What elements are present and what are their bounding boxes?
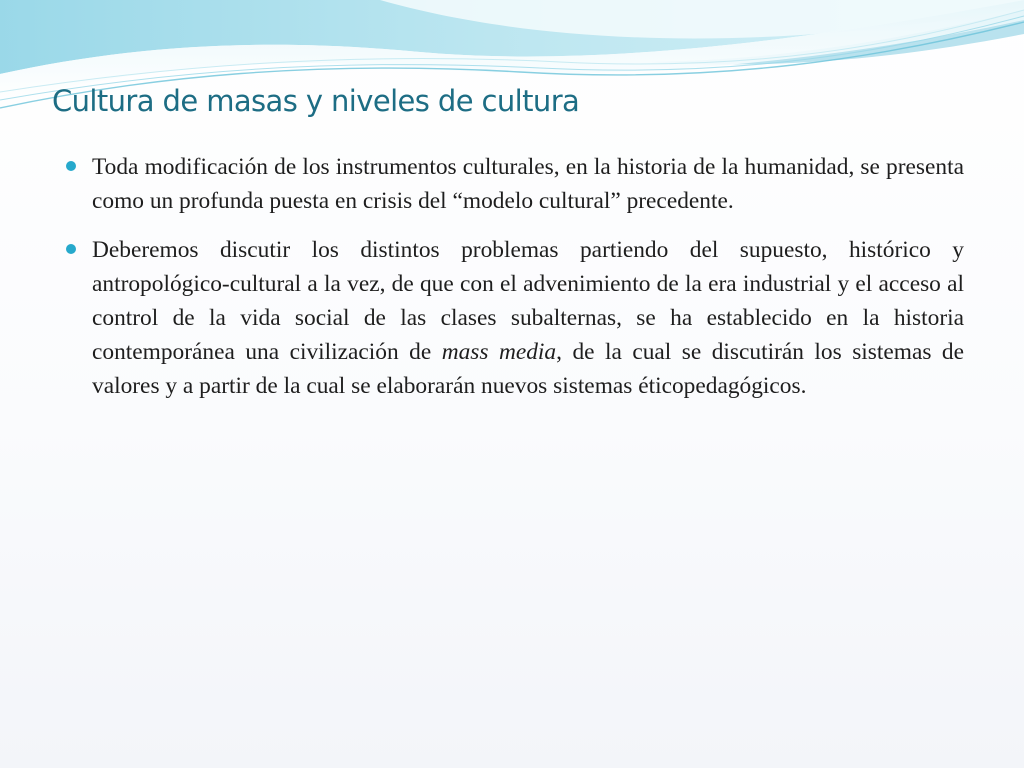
bullet-item (62, 150, 964, 218)
bullet-item (62, 233, 964, 403)
bullet-dot-icon (66, 161, 76, 171)
bullet-text (92, 233, 964, 403)
bullet-dot-icon (66, 244, 76, 254)
bullet-list (62, 150, 964, 418)
slide-title: Cultura de masas y niveles de cultura (52, 84, 580, 118)
bullet-text-emphasis: mass media (441, 339, 557, 365)
bullet-text-part: Deberemos discutir los distintos problemas partiendo del supuesto, histórico y antropológico-cultural a la vez, de que con el advenimiento de la era industrial y el acceso al control de la vida social de las clases subalternas, se ha establecido en la historia contemporánea una civilización de (92, 237, 964, 365)
bullet-text-part: , de la cual se discutirán los sistemas de valores y a partir de la cual se elaborarán nuevos sistemas éticopedagógicos. (92, 339, 965, 399)
bullet-text: Toda modificación de los instrumentos culturales, en la historia de la humanidad, se presenta como un profunda puesta en crisis del “modelo cultural” precedente. (92, 154, 964, 214)
